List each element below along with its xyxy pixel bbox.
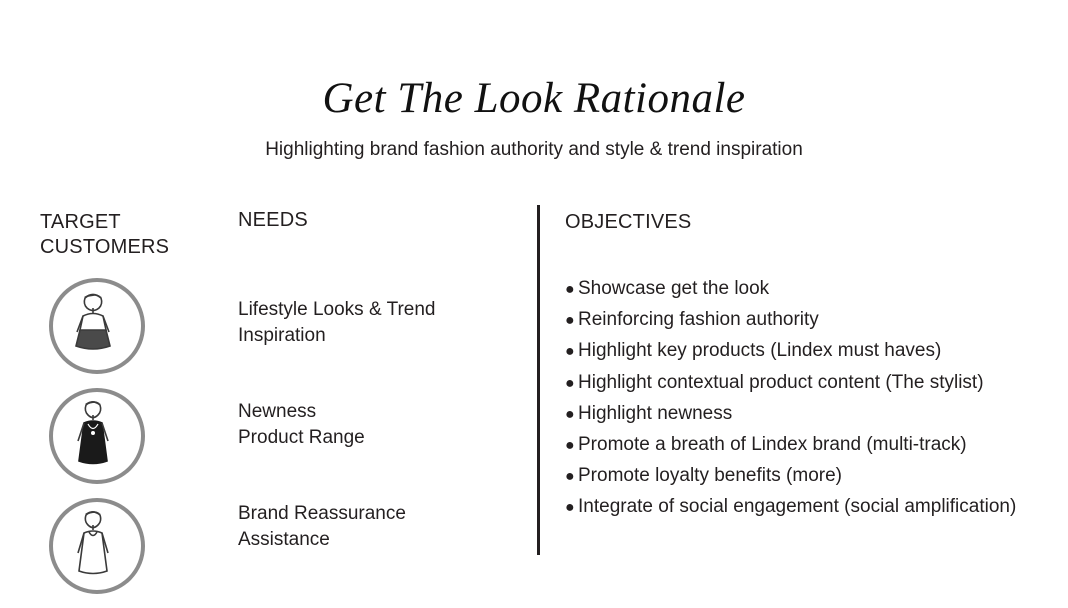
bullet-icon: ● — [565, 374, 575, 392]
customer-avatar-list — [49, 278, 145, 608]
objectives-item-text: Showcase get the look — [578, 278, 770, 299]
objectives-item-text: Integrate of social engagement (social amplification) — [578, 496, 1017, 518]
needs-item-2 — [238, 399, 508, 451]
needs-heading: NEEDS — [238, 209, 308, 231]
objectives-list-item — [565, 305, 1055, 336]
page-subtitle: Highlighting brand fashion authority and style & trend inspiration — [265, 139, 803, 160]
woman-black-dress-icon — [53, 392, 133, 472]
objectives-item-text: Highlight contextual product content (The stylist) — [578, 371, 984, 393]
objectives-item-text: Promote a breath of Lindex brand (multi-track) — [578, 434, 967, 456]
needs-item-2-line1: Newness — [238, 401, 317, 422]
bullet-icon: ● — [565, 312, 575, 330]
needs-item-1-line2: Inspiration — [238, 325, 326, 346]
objectives-list-item — [565, 461, 1055, 492]
objectives-list-item — [565, 430, 1055, 461]
needs-item-3-line2: Assistance — [238, 529, 330, 550]
needs-item-3 — [238, 501, 508, 553]
objectives-item-text: Reinforcing fashion authority — [578, 309, 819, 331]
needs-column — [238, 208, 528, 233]
bullet-icon: ● — [565, 437, 575, 455]
objectives-list-item — [565, 336, 1055, 367]
needs-item-1 — [238, 297, 508, 349]
target-customers-heading — [40, 210, 220, 260]
bullet-icon: ● — [565, 281, 575, 298]
objectives-column — [565, 210, 1045, 235]
objectives-list — [565, 274, 1055, 524]
target-customers-heading-line1: TARGET — [40, 211, 121, 233]
objectives-item-text: Highlight key products (Lindex must haves) — [578, 340, 942, 362]
column-divider — [537, 205, 540, 555]
needs-item-1-line1: Lifestyle Looks & Trend — [238, 299, 436, 320]
customer-avatar-1 — [49, 278, 145, 374]
target-customers-column — [40, 210, 220, 260]
objectives-item-text: Promote loyalty benefits (more) — [578, 465, 842, 487]
objectives-heading: OBJECTIVES — [565, 211, 692, 233]
woman-top-skirt-icon — [53, 282, 133, 362]
needs-item-2-line2: Product Range — [238, 427, 365, 448]
objectives-list-item — [565, 399, 1055, 430]
page-title: Get The Look Rationale — [322, 75, 746, 122]
objectives-list-item — [565, 492, 1055, 523]
bullet-icon: ● — [565, 499, 575, 517]
target-customers-heading-line2: CUSTOMERS — [40, 236, 170, 258]
woman-sleeveless-dress-icon — [53, 502, 133, 582]
needs-item-3-line1: Brand Reassurance — [238, 503, 406, 524]
bullet-icon: ● — [565, 343, 575, 361]
bullet-icon: ● — [565, 405, 575, 423]
customer-avatar-3 — [49, 498, 145, 594]
bullet-icon: ● — [565, 468, 575, 486]
objectives-list-item — [565, 274, 1055, 305]
customer-avatar-2 — [49, 388, 145, 484]
objectives-list-item — [565, 368, 1055, 399]
objectives-item-text: Highlight newness — [578, 402, 733, 424]
